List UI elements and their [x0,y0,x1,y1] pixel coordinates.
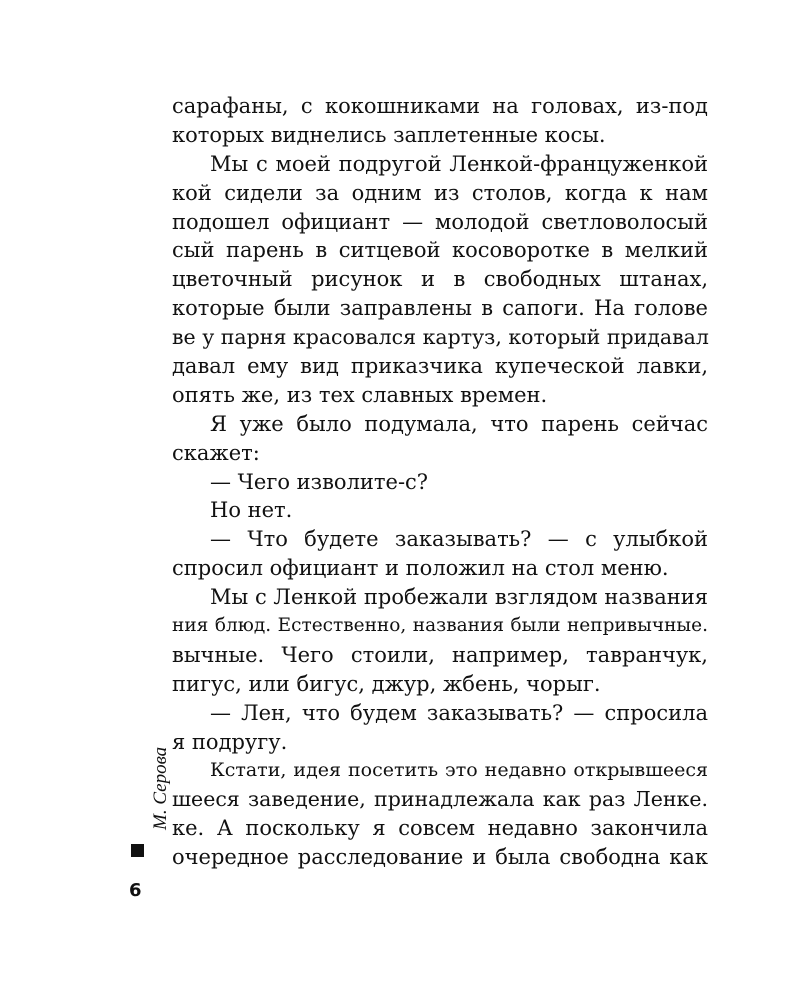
text-line: — Лен, что будем заказывать? — спросила [210,700,708,725]
text-line: кой сидели за одним из столов, когда к нам [172,180,708,205]
text-line: которые были заправлены в сапоги. На голове [172,296,708,321]
text-line: подошел официант — молодой светловолосый [172,209,708,234]
text-line: опять же, из тех славных времен. [172,382,548,407]
text-line: которых виднелись заплетенные косы. [172,122,606,147]
text-line: шееся заведение, принадлежала как раз Ленке. [172,787,708,812]
text-line: Кстати, идея посетить это недавно открывшееся [210,759,708,782]
text-line: давал ему вид приказчика купеческой лавки, [172,354,708,379]
text-line: Но нет. [210,498,293,523]
text-line: цветочный рисунок и в свободных штанах, [172,267,708,292]
text-line: Мы с Ленкой пробежали взглядом названия [210,585,708,610]
text-line: я подругу. [172,729,288,754]
page-number: 6 [129,880,142,901]
body-text [172,92,708,872]
text-line: очередное расследование и была свободна как [172,845,708,870]
text-line: ния блюд. Естественно, названия были непривычные. [172,615,708,637]
text-line: спросил официант и положил на стол меню. [172,556,669,581]
square-marker-icon [131,844,144,857]
text-line: — Что будете заказывать? — с улыбкой [210,527,708,552]
text-line: Я уже было подумала, что парень сейчас [210,411,708,436]
text-line: сарафаны, с кокошниками на головах, из-под [172,94,708,118]
text-line: пигус, или бигус, джур, жбень, чорыг. [172,671,601,696]
text-line: скажет: [172,440,260,465]
text-line: — Чего изволите-с? [210,469,429,494]
text-line: вычные. Чего стоили, например, тавранчук, [172,642,708,667]
running-head-author: М. Серова [150,746,171,830]
text-line: Мы с моей подругой Ленкой-француженкой [210,151,708,176]
text-line: ве у парня красовался картуз, который придавал [172,325,709,350]
text-line: ке. А поскольку я совсем недавно закончила [172,816,708,841]
text-line: сый парень в ситцевой косоворотке в мелкий [172,238,708,263]
